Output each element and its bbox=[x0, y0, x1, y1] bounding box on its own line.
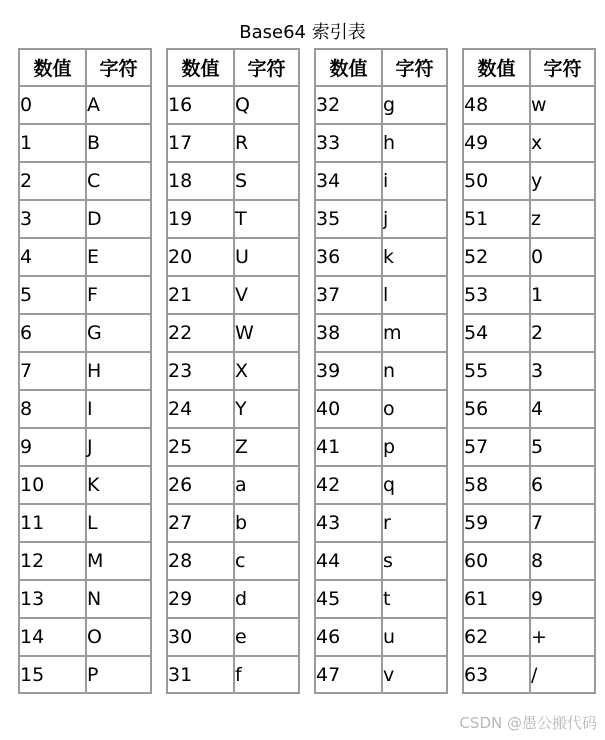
value-cell: 61 bbox=[462, 580, 530, 618]
char-cell: a bbox=[234, 466, 300, 504]
char-cell: A bbox=[86, 86, 152, 124]
char-cell: t bbox=[382, 580, 448, 618]
char-cell: 2 bbox=[530, 314, 596, 352]
value-cell: 22 bbox=[166, 314, 234, 352]
value-cell: 38 bbox=[314, 314, 382, 352]
char-cell: g bbox=[382, 86, 448, 124]
char-cell: q bbox=[382, 466, 448, 504]
value-cell: 54 bbox=[462, 314, 530, 352]
value-cell: 21 bbox=[166, 276, 234, 314]
value-cell: 48 bbox=[462, 86, 530, 124]
value-cell: 49 bbox=[462, 124, 530, 162]
value-cell: 26 bbox=[166, 466, 234, 504]
header-char: 字符 bbox=[382, 48, 448, 86]
value-cell: 10 bbox=[18, 466, 86, 504]
char-cell: X bbox=[234, 352, 300, 390]
value-cell: 6 bbox=[18, 314, 86, 352]
char-cell: 6 bbox=[530, 466, 596, 504]
char-cell: l bbox=[382, 276, 448, 314]
value-cell: 19 bbox=[166, 200, 234, 238]
header-char: 字符 bbox=[86, 48, 152, 86]
table-row bbox=[18, 618, 596, 656]
header-value: 数值 bbox=[166, 48, 234, 86]
watermark: CSDN @愚公搬代码 bbox=[459, 714, 597, 732]
value-cell: 15 bbox=[18, 656, 86, 694]
header-char: 字符 bbox=[234, 48, 300, 86]
value-cell: 47 bbox=[314, 656, 382, 694]
value-cell: 28 bbox=[166, 542, 234, 580]
char-cell: M bbox=[86, 542, 152, 580]
char-cell: J bbox=[86, 428, 152, 466]
value-cell: 13 bbox=[18, 580, 86, 618]
value-cell: 1 bbox=[18, 124, 86, 162]
char-cell: 8 bbox=[530, 542, 596, 580]
value-cell: 53 bbox=[462, 276, 530, 314]
value-cell: 33 bbox=[314, 124, 382, 162]
char-cell: w bbox=[530, 86, 596, 124]
char-cell: u bbox=[382, 618, 448, 656]
table-row bbox=[18, 428, 596, 466]
char-cell: 3 bbox=[530, 352, 596, 390]
char-cell: j bbox=[382, 200, 448, 238]
char-cell: + bbox=[530, 618, 596, 656]
char-cell: Q bbox=[234, 86, 300, 124]
table-row bbox=[18, 542, 596, 580]
char-cell: k bbox=[382, 238, 448, 276]
char-cell: P bbox=[86, 656, 152, 694]
value-cell: 50 bbox=[462, 162, 530, 200]
char-cell: e bbox=[234, 618, 300, 656]
value-cell: 62 bbox=[462, 618, 530, 656]
value-cell: 32 bbox=[314, 86, 382, 124]
char-cell: x bbox=[530, 124, 596, 162]
table-row bbox=[18, 162, 596, 200]
value-cell: 60 bbox=[462, 542, 530, 580]
table-row bbox=[18, 200, 596, 238]
value-cell: 30 bbox=[166, 618, 234, 656]
value-cell: 55 bbox=[462, 352, 530, 390]
char-cell: C bbox=[86, 162, 152, 200]
value-cell: 56 bbox=[462, 390, 530, 428]
base64-index-table bbox=[18, 48, 596, 694]
char-cell: 5 bbox=[530, 428, 596, 466]
value-cell: 23 bbox=[166, 352, 234, 390]
value-cell: 59 bbox=[462, 504, 530, 542]
value-cell: 51 bbox=[462, 200, 530, 238]
char-cell: b bbox=[234, 504, 300, 542]
char-cell: I bbox=[86, 390, 152, 428]
char-cell: E bbox=[86, 238, 152, 276]
char-cell: U bbox=[234, 238, 300, 276]
header-value: 数值 bbox=[314, 48, 382, 86]
value-cell: 37 bbox=[314, 276, 382, 314]
value-cell: 39 bbox=[314, 352, 382, 390]
header-value: 数值 bbox=[462, 48, 530, 86]
table-row bbox=[18, 124, 596, 162]
value-cell: 14 bbox=[18, 618, 86, 656]
char-cell: G bbox=[86, 314, 152, 352]
table-row bbox=[18, 504, 596, 542]
value-cell: 52 bbox=[462, 238, 530, 276]
value-cell: 58 bbox=[462, 466, 530, 504]
value-cell: 27 bbox=[166, 504, 234, 542]
value-cell: 63 bbox=[462, 656, 530, 694]
value-cell: 35 bbox=[314, 200, 382, 238]
table-row bbox=[18, 314, 596, 352]
value-cell: 24 bbox=[166, 390, 234, 428]
value-cell: 29 bbox=[166, 580, 234, 618]
char-cell: m bbox=[382, 314, 448, 352]
value-cell: 42 bbox=[314, 466, 382, 504]
value-cell: 44 bbox=[314, 542, 382, 580]
char-cell: L bbox=[86, 504, 152, 542]
value-cell: 9 bbox=[18, 428, 86, 466]
value-cell: 12 bbox=[18, 542, 86, 580]
table-row bbox=[18, 352, 596, 390]
value-cell: 2 bbox=[18, 162, 86, 200]
value-cell: 45 bbox=[314, 580, 382, 618]
char-cell: c bbox=[234, 542, 300, 580]
value-cell: 17 bbox=[166, 124, 234, 162]
value-cell: 8 bbox=[18, 390, 86, 428]
char-cell: H bbox=[86, 352, 152, 390]
header-char: 字符 bbox=[530, 48, 596, 86]
value-cell: 57 bbox=[462, 428, 530, 466]
char-cell: 4 bbox=[530, 390, 596, 428]
char-cell: o bbox=[382, 390, 448, 428]
char-cell: Z bbox=[234, 428, 300, 466]
char-cell: B bbox=[86, 124, 152, 162]
value-cell: 36 bbox=[314, 238, 382, 276]
value-cell: 16 bbox=[166, 86, 234, 124]
value-cell: 25 bbox=[166, 428, 234, 466]
value-cell: 40 bbox=[314, 390, 382, 428]
char-cell: 1 bbox=[530, 276, 596, 314]
char-cell: 7 bbox=[530, 504, 596, 542]
value-cell: 18 bbox=[166, 162, 234, 200]
char-cell: p bbox=[382, 428, 448, 466]
char-cell: S bbox=[234, 162, 300, 200]
table-row bbox=[18, 390, 596, 428]
value-cell: 0 bbox=[18, 86, 86, 124]
char-cell: i bbox=[382, 162, 448, 200]
header-value: 数值 bbox=[18, 48, 86, 86]
value-cell: 20 bbox=[166, 238, 234, 276]
header-row bbox=[18, 48, 596, 86]
value-cell: 5 bbox=[18, 276, 86, 314]
char-cell: 0 bbox=[530, 238, 596, 276]
char-cell: N bbox=[86, 580, 152, 618]
char-cell: 9 bbox=[530, 580, 596, 618]
char-cell: V bbox=[234, 276, 300, 314]
value-cell: 46 bbox=[314, 618, 382, 656]
char-cell: v bbox=[382, 656, 448, 694]
table-row bbox=[18, 580, 596, 618]
table-caption: Base64 索引表 bbox=[239, 22, 366, 43]
char-cell: / bbox=[530, 656, 596, 694]
value-cell: 34 bbox=[314, 162, 382, 200]
char-cell: s bbox=[382, 542, 448, 580]
char-cell: F bbox=[86, 276, 152, 314]
char-cell: h bbox=[382, 124, 448, 162]
char-cell: d bbox=[234, 580, 300, 618]
char-cell: n bbox=[382, 352, 448, 390]
value-cell: 11 bbox=[18, 504, 86, 542]
table-row bbox=[18, 466, 596, 504]
char-cell: f bbox=[234, 656, 300, 694]
char-cell: Y bbox=[234, 390, 300, 428]
char-cell: z bbox=[530, 200, 596, 238]
char-cell: y bbox=[530, 162, 596, 200]
char-cell: O bbox=[86, 618, 152, 656]
value-cell: 43 bbox=[314, 504, 382, 542]
char-cell: r bbox=[382, 504, 448, 542]
char-cell: R bbox=[234, 124, 300, 162]
value-cell: 4 bbox=[18, 238, 86, 276]
char-cell: W bbox=[234, 314, 300, 352]
char-cell: D bbox=[86, 200, 152, 238]
char-cell: K bbox=[86, 466, 152, 504]
value-cell: 31 bbox=[166, 656, 234, 694]
table-row bbox=[18, 238, 596, 276]
table-row bbox=[18, 276, 596, 314]
table-row bbox=[18, 86, 596, 124]
value-cell: 41 bbox=[314, 428, 382, 466]
value-cell: 3 bbox=[18, 200, 86, 238]
char-cell: T bbox=[234, 200, 300, 238]
value-cell: 7 bbox=[18, 352, 86, 390]
table-row bbox=[18, 656, 596, 694]
